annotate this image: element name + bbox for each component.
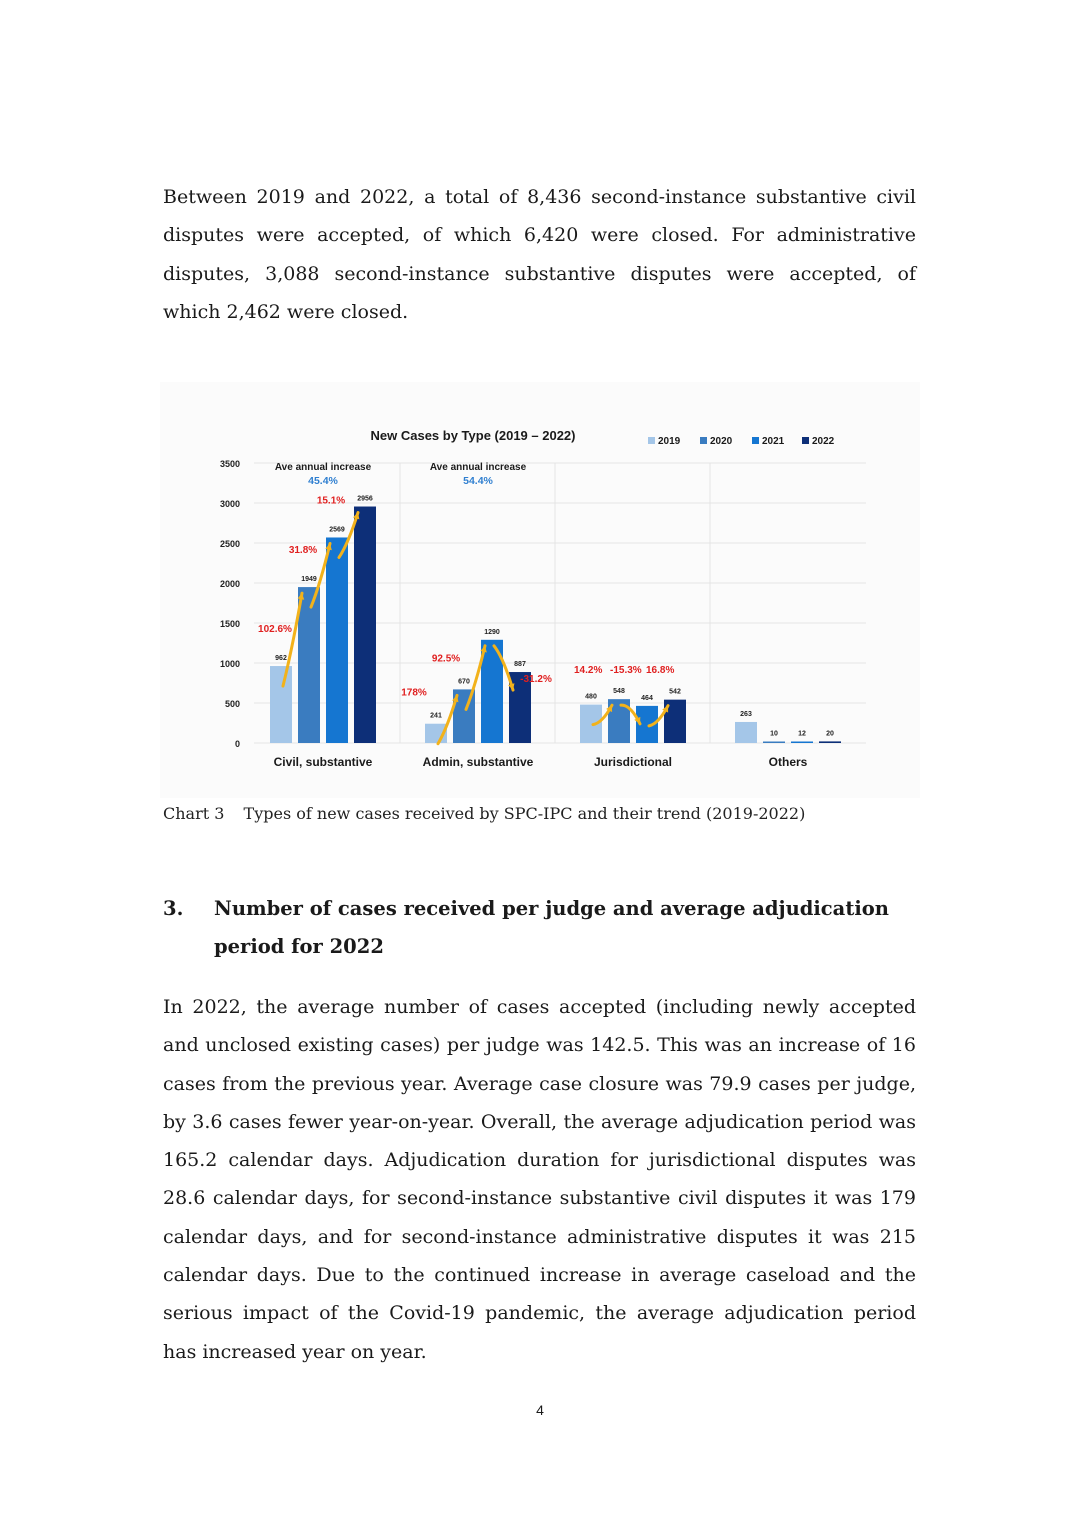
growth-label: 102.6% (258, 624, 292, 636)
bar-2021-3 (791, 742, 813, 744)
y-tick-label: 2500 (219, 539, 240, 549)
bar-value-label: 962 (275, 655, 287, 663)
legend-label-2022: 2022 (812, 436, 835, 447)
bar-value-label: 20 (826, 730, 834, 738)
bar-value-label: 263 (740, 710, 752, 718)
section-title: Number of cases received per judge and average adjudication period for 2022 (214, 897, 889, 959)
bar-value-label: 542 (669, 688, 681, 696)
legend-label-2020: 2020 (710, 436, 733, 447)
bar-value-label: 670 (458, 678, 470, 686)
annual-increase-value: 45.4% (308, 475, 338, 487)
y-tick-label: 1000 (219, 659, 240, 669)
chart-legend (648, 436, 835, 447)
bar-value-label: 887 (514, 661, 526, 669)
bar-value-label: 548 (613, 688, 625, 696)
page-number: 4 (536, 1402, 544, 1418)
legend-label-2019: 2019 (658, 436, 681, 447)
y-axis (220, 459, 240, 749)
legend-label-2021: 2021 (762, 436, 785, 447)
intro-paragraph: Between 2019 and 2022, a total of 8,436 second-instance substantive civil disputes were accepted, of which 6,420 were closed. For administrative disputes, 3,088 second-instance substantive disputes were accepted, of which 2,462 were closed. (163, 186, 916, 323)
annual-increase-value: 54.4% (463, 475, 493, 487)
growth-label: 178% (401, 687, 427, 699)
category-label: Others (768, 755, 808, 769)
bar-value-label: 241 (430, 712, 442, 720)
category-label: Jurisdictional (593, 755, 673, 769)
bar-value-label: 10 (770, 730, 778, 738)
legend-swatch-2022 (802, 437, 809, 444)
annual-increase-label: Ave annual increase (274, 462, 372, 473)
annual-increase-label: Ave annual increase (429, 462, 527, 473)
bar-value-label: 464 (641, 694, 653, 702)
bar-2019-3 (735, 722, 757, 743)
growth-label: 14.2% (574, 665, 603, 677)
bar-2022-3 (819, 741, 841, 743)
bar-value-label: 1290 (484, 628, 500, 636)
bar-value-label: 2569 (329, 526, 345, 534)
legend-swatch-2021 (752, 437, 759, 444)
legend-swatch-2019 (648, 437, 655, 444)
caption-text: Types of new cases received by SPC-IPC and their trend (2019-2022) (243, 804, 806, 823)
legend-swatch-2020 (700, 437, 707, 444)
new-cases-chart (160, 382, 920, 798)
bar-value-label: 480 (585, 693, 597, 701)
growth-label: -31.2% (520, 674, 552, 686)
bar-2021-0 (326, 537, 348, 743)
caption-number: Chart 3 (163, 804, 225, 823)
growth-label: -15.3% (610, 665, 642, 677)
bar-2022-0 (354, 507, 376, 743)
category-label: Admin, substantive (422, 755, 534, 769)
growth-label: 31.8% (288, 545, 318, 557)
chart-caption (163, 802, 805, 826)
y-tick-label: 3000 (219, 499, 240, 509)
new-cases-chart-svg (160, 382, 920, 798)
bar-2020-3 (763, 742, 785, 744)
growth-label: 92.5% (431, 653, 461, 665)
chart-title: New Cases by Type (2019 – 2022) (370, 428, 576, 443)
bar-value-label: 2956 (357, 495, 373, 503)
bar-2019-0 (270, 666, 292, 743)
y-tick-label: 500 (224, 699, 240, 709)
section-number: 3. (163, 897, 184, 920)
section-heading (163, 890, 916, 967)
bar-2020-0 (298, 587, 320, 743)
bar-value-label: 12 (798, 730, 806, 738)
y-tick-label: 1500 (219, 619, 240, 629)
y-tick-label: 3500 (219, 459, 240, 469)
growth-label: 16.8% (646, 665, 675, 677)
y-tick-label: 2000 (219, 579, 240, 589)
caseload-paragraph: In 2022, the average number of cases accepted (including newly accepted and unclosed existing cases) per judge was 142.5. This was an increase of 16 cases from the previous year. Average case closure was 79.9 cases per judge, by 3.6 cases fewer year-on-year. Overall, the average adjudication period was 165.2 calendar days. Adjudication duration for jurisdictional disputes was 28.6 calendar days, for second-instance substantive civil disputes it was 179 calendar days, and for second-instance administrative disputes it was 215 calendar days. Due to the continued increase in average caseload and the serious impact of the Covid-19 pandemic, the average adjudication period has increased year on year. (163, 996, 916, 1363)
category-label: Civil, substantive (273, 755, 373, 769)
y-tick-label: 0 (234, 739, 240, 749)
growth-label: 15.1% (316, 495, 346, 507)
bar-value-label: 1949 (301, 576, 317, 584)
